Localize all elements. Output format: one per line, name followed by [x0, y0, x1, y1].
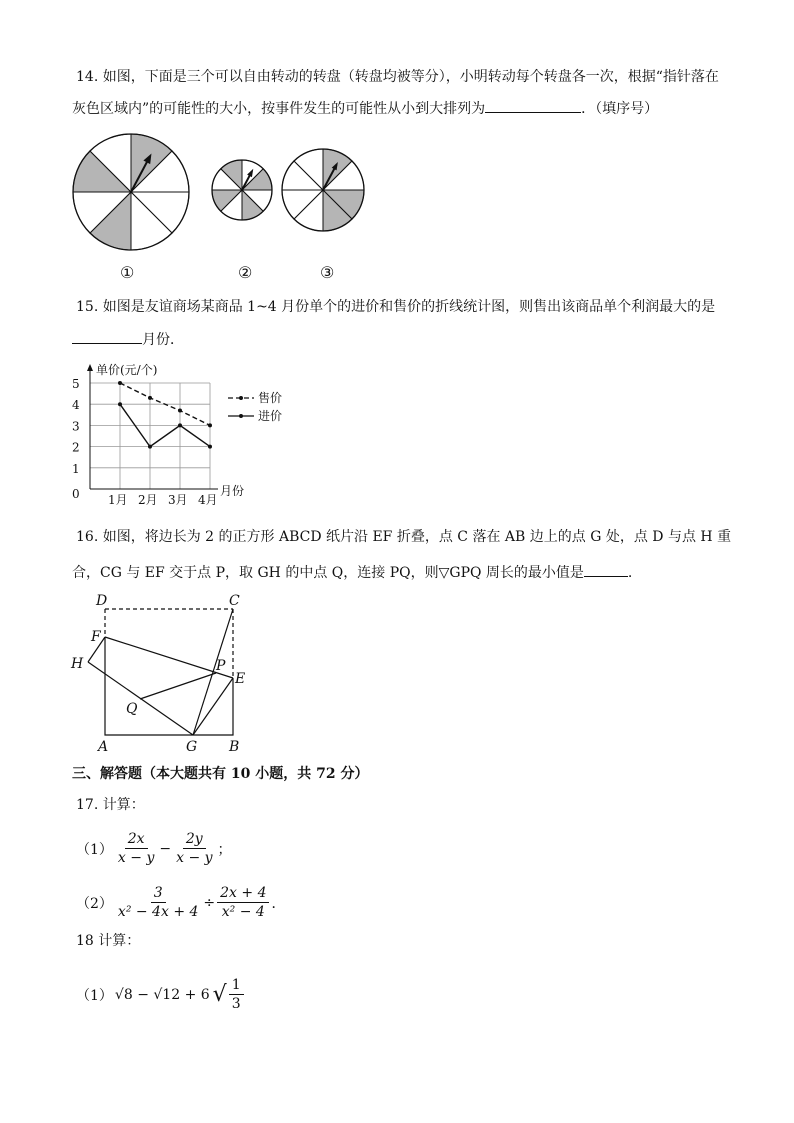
frac-denominator: x − y: [117, 850, 155, 866]
y-tick-label: 4: [72, 398, 80, 413]
q17-part2-end: ．: [271, 895, 286, 912]
q17-part2-frac1: [115, 884, 201, 921]
y-axis-arrow-icon: [87, 364, 93, 371]
q14-answer-blank: [485, 98, 581, 113]
q15-text-line2: [72, 329, 184, 350]
frac-numerator: 3: [151, 884, 166, 903]
frac-numerator: 1: [229, 976, 244, 995]
label-D: D: [96, 593, 108, 609]
frac-numerator: 2x + 4: [217, 884, 269, 903]
q17-part1-operator: −: [159, 840, 172, 857]
q17-part2-frac2: [217, 884, 269, 921]
y-tick-label: 3: [72, 419, 80, 434]
q14-text-line2: [72, 98, 658, 119]
label-B: B: [229, 739, 240, 755]
legend-marker: [239, 414, 243, 418]
data-point: [208, 445, 212, 449]
q16-text-line2: [72, 562, 632, 583]
q17-title: 17. 计算：: [76, 797, 145, 813]
data-point: [118, 402, 122, 406]
q16-text-line2a: 合，CG 与 EF 交于点 P，取 GH 的中点 Q，连接 PQ，则▽GPQ 周长的最小值是: [72, 565, 584, 581]
q17-part1-frac2: [173, 830, 215, 867]
q18-part1-label: （1）: [76, 987, 113, 1004]
square-sides: [105, 637, 233, 735]
data-point: [148, 445, 152, 449]
q17-part2-label: （2）: [76, 895, 113, 912]
label-G: G: [186, 739, 198, 755]
data-point: [178, 423, 182, 427]
q17-part1: [76, 830, 232, 867]
q17-part1-label: （1）: [76, 841, 113, 858]
y-axis-title: 单价(元/个): [96, 363, 158, 377]
q16-geometry-figure: [68, 590, 258, 756]
q14-text-line2b: ．（填序号）: [581, 101, 659, 117]
spinner-label-3: ③: [320, 263, 335, 282]
y-tick-label: 2: [72, 440, 80, 455]
q16-answer-blank: [584, 562, 628, 577]
frac-numerator: 2x: [125, 830, 148, 849]
q15-answer-blank: [72, 329, 142, 344]
spinner-3: [282, 149, 364, 231]
q15-text-line1: 15. 如图是友谊商场某商品 1~4 月份单个的进价和售价的折线统计图，则售出该商品单个利润最大的是: [76, 299, 716, 315]
y-tick-label: 0: [72, 487, 80, 501]
segment-FE: [105, 637, 233, 678]
q18-part1-frac: [229, 976, 244, 1013]
data-point: [118, 381, 122, 385]
frac-denominator: 3: [231, 996, 241, 1012]
y-tick-label: 1: [72, 461, 80, 476]
sqrt-symbol: √: [212, 982, 227, 1007]
frac-denominator: x² − 4x + 4: [117, 904, 199, 920]
x-tick-label: 2月: [138, 493, 158, 507]
x-tick-label: 1月: [108, 493, 128, 507]
q17-part2-operator: ÷: [203, 894, 216, 911]
chart-series: [118, 381, 212, 449]
q18-part1: [76, 976, 244, 1013]
section3-heading: 三、解答题（本大题共有 10 小题，共 72 分）: [72, 766, 369, 782]
y-tick-label: 5: [72, 377, 80, 391]
spinner-2: [212, 160, 272, 220]
q14-text-line1: 14. 如图，下面是三个可以自由转动的转盘（转盘均被等分），小明转动每个转盘各一次，根据“指针落在: [76, 69, 719, 85]
spinner-1: [73, 134, 189, 250]
q18-part1-expr: √8 − √12 + 6: [114, 986, 210, 1003]
x-axis-title: 月份: [220, 484, 245, 498]
data-point: [208, 423, 212, 427]
q16-text-line2b: .: [627, 565, 633, 581]
q17-part1-frac1: [115, 830, 157, 867]
label-E: E: [235, 671, 246, 687]
frac-numerator: 2y: [183, 830, 206, 849]
label-F: F: [91, 629, 101, 645]
q16-text-line1: 16. 如图，将边长为 2 的正方形 ABCD 纸片沿 EF 折叠，点 C 落在 AB 边上的点 G 处，点 D 与点 H 重: [76, 529, 732, 545]
q15-line-chart: [62, 358, 292, 510]
label-Q: Q: [126, 701, 138, 717]
q14-spinners-figure: [68, 133, 374, 258]
segment-QP: [140, 673, 216, 699]
data-point: [148, 396, 152, 400]
q15-text-line2-suffix: 月份．: [142, 332, 184, 348]
chart-text: [72, 363, 282, 507]
data-point: [178, 409, 182, 413]
spinner-label-1: ①: [120, 263, 135, 282]
x-tick-label: 3月: [168, 493, 188, 507]
legend-marker: [239, 396, 243, 400]
frac-denominator: x² − 4: [221, 904, 265, 920]
x-tick-label: 4月: [198, 493, 218, 507]
legend-label: 售价: [258, 391, 283, 405]
segment-GE: [193, 678, 233, 735]
label-P: P: [216, 658, 226, 674]
frac-denominator: x − y: [176, 850, 213, 866]
q18-title: 18 计算：: [76, 933, 141, 949]
label-A: A: [98, 739, 109, 755]
q17-part2: [76, 884, 285, 921]
q14-text-line2a: 灰色区域内”的可能性的大小，按事件发生的可能性从小到大排列为: [72, 101, 486, 117]
label-H: H: [71, 656, 84, 672]
q17-part1-end: ；: [217, 841, 232, 858]
spinner-label-2: ②: [238, 263, 253, 282]
legend-label: 进价: [258, 409, 283, 423]
segment-GC: [193, 609, 233, 735]
label-C: C: [229, 593, 240, 609]
